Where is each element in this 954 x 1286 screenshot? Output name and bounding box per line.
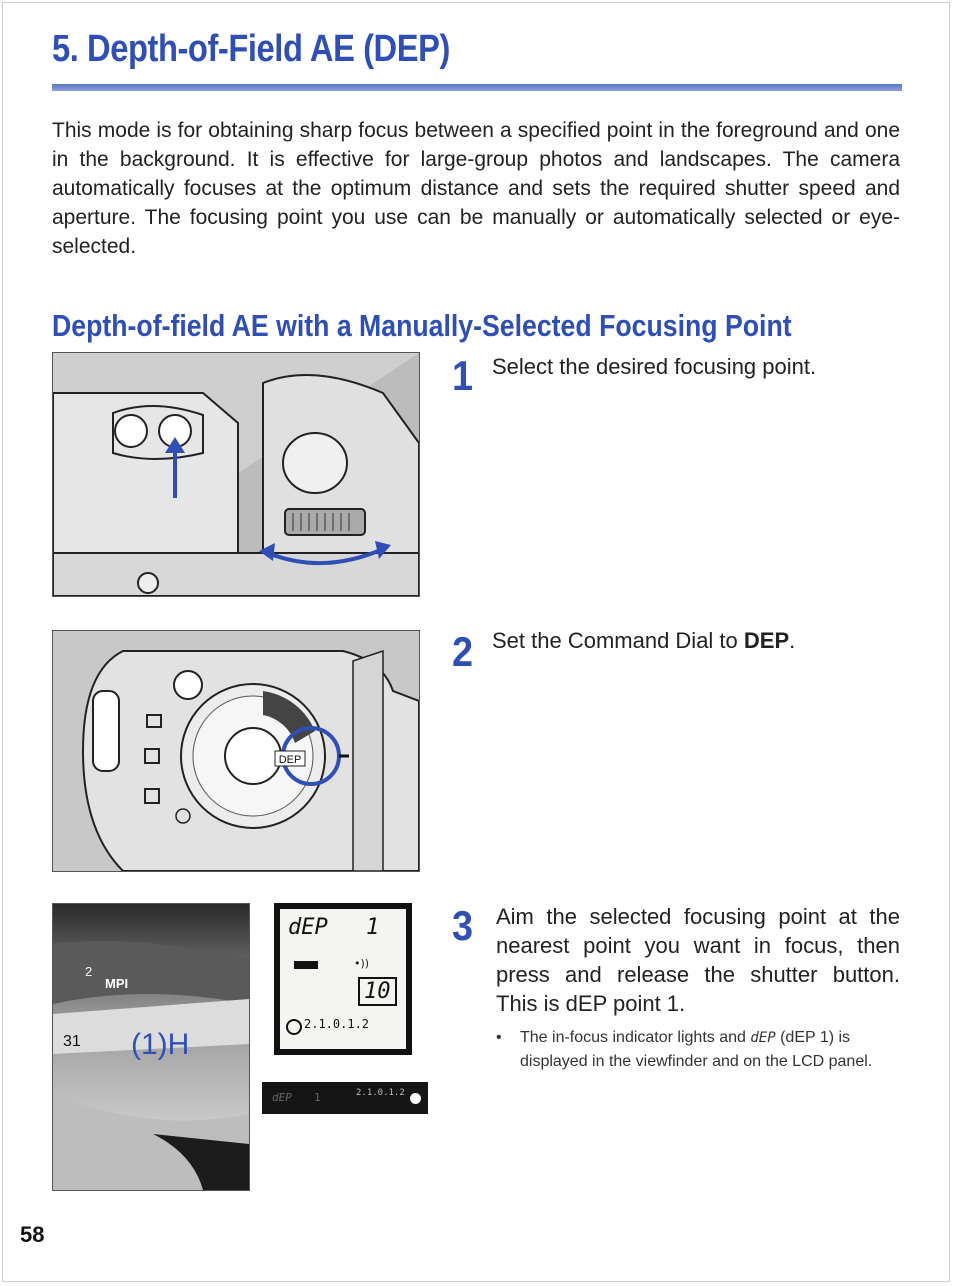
- step-2-number: 2: [452, 628, 474, 675]
- section-heading: Depth-of-field AE with a Manually-Selected Focusing Point: [52, 308, 792, 343]
- bullet-text-after: (dEP 1) is displayed in the viewfinder and on the LCD panel.: [520, 1029, 873, 1070]
- step-2-text-after: .: [789, 628, 796, 653]
- bullet-lcd-glyph: dEP: [750, 1030, 776, 1046]
- lcd-scale: 2.1.0.1.2: [304, 1017, 370, 1031]
- vf-mark-2: 2: [85, 964, 93, 979]
- lcd-panel: [274, 903, 412, 1055]
- viewfinder-illustration: [53, 904, 249, 1190]
- strip-point: 1: [314, 1091, 321, 1104]
- bullet-text-before: The in-focus indicator lights and: [520, 1029, 751, 1046]
- page-number: 58: [20, 1222, 45, 1247]
- camera-top-illustration: [53, 353, 419, 596]
- step-3-number: 3: [452, 902, 474, 949]
- bullet-text: [496, 1026, 900, 1073]
- lcd-value: 10: [358, 977, 397, 1006]
- step-3-text: Aim the selected focusing point at the nearest point you want in focus, then press and release the shutter button. This is dEP point 1.: [496, 904, 900, 1016]
- dial-dep-label: DEP: [278, 754, 302, 766]
- step-1-text: Select the desired focusing point.: [492, 354, 817, 379]
- lcd-mode: dEP: [288, 915, 328, 940]
- bullet-note: [496, 1026, 900, 1073]
- step-2-text-bold: DEP: [743, 628, 790, 653]
- viewfinder-info-strip: [262, 1082, 428, 1114]
- vf-focus-point: (1)H: [131, 1028, 190, 1061]
- page-title: 5. Depth-of-Field AE (DEP): [52, 28, 450, 70]
- battery-icon: [294, 961, 318, 969]
- step-2-text: [492, 626, 795, 655]
- command-dial-illustration: [53, 631, 419, 871]
- vf-mark-mpi: MPI: [105, 976, 129, 991]
- lcd-panel-display: [280, 909, 406, 1049]
- figure-focus-point-selection: [52, 352, 420, 597]
- step-1-number: 1: [452, 352, 474, 399]
- vf-mark-31: 31: [63, 1033, 81, 1050]
- step-2-text-before: Set the Command Dial to: [492, 628, 744, 653]
- in-focus-indicator-icon: [410, 1093, 421, 1104]
- intro-paragraph: This mode is for obtaining sharp focus between a specified point in the foreground and one in the background. It is effective for large-group photos and landscapes. The camera automatically focuses at the optimum distance and sets the required shutter speed and aperture. The focusing point you use can be manually or automatically selected or eye-selected.: [52, 119, 900, 258]
- title-rule: [52, 84, 902, 91]
- strip-scale: 2.1.0.1.2: [356, 1088, 405, 1098]
- figure-command-dial: [52, 630, 420, 872]
- af-icon: [286, 1019, 302, 1035]
- beep-icon: •)): [354, 957, 370, 970]
- lcd-point: 1: [366, 915, 380, 940]
- strip-mode: dEP: [272, 1091, 292, 1104]
- bullet-marker: •: [496, 1029, 502, 1046]
- figure-viewfinder: [52, 903, 250, 1191]
